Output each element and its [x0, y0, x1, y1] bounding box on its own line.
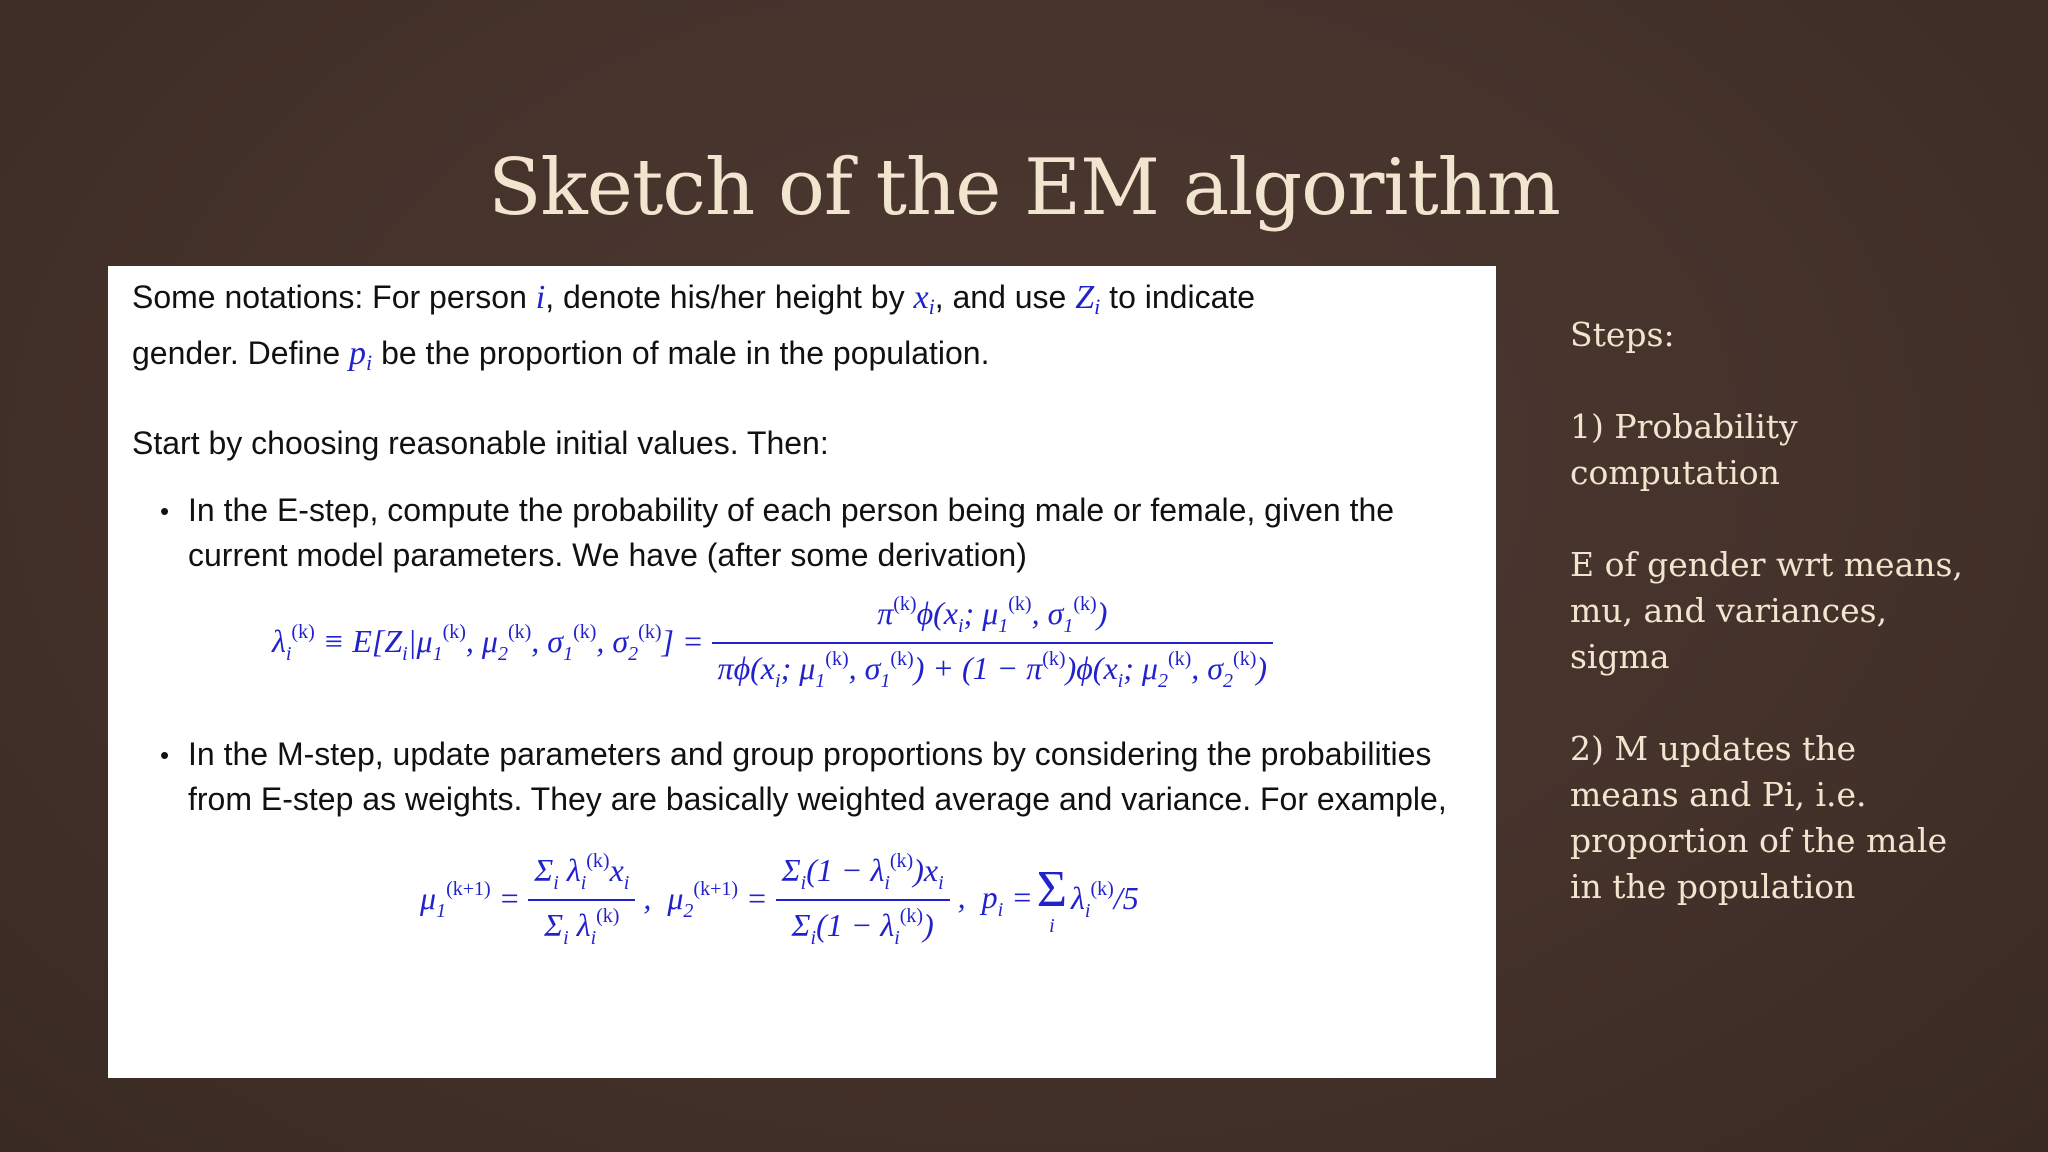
step-2-line: means and Pi, i.e. [1570, 775, 1867, 814]
notation-text: to indicate [1100, 279, 1256, 315]
var-z: $Z_i$ [1075, 279, 1101, 319]
estep-text: In the E-step, compute the probability of each person being male or female, given the current model parameters. We have (after some derivation) [188, 492, 1395, 573]
notation-text: , denote his/her height by [545, 279, 914, 315]
e-description-line: mu, and variances, [1570, 591, 1888, 630]
e-description-line: sigma [1570, 637, 1670, 676]
step-2-line: in the population [1570, 867, 1856, 906]
bullet-dot: • [160, 740, 170, 770]
step-1-line: 1) Probability [1570, 407, 1798, 446]
notation-text: be the proportion of male in the population. [372, 335, 990, 371]
slide-title: Sketch of the EM algorithm [488, 143, 1560, 233]
mstep-text: In the M-step, update parameters and group proportions by considering the probabilities from E-step as weights. They are basically weighted average and variance. For example, [188, 736, 1447, 817]
estep-bullet [160, 488, 1470, 578]
start-line: Start by choosing reasonable initial values. Then: [132, 425, 829, 461]
bullet-dot: • [160, 496, 170, 526]
var-i: i [535, 279, 546, 316]
notes-panel [108, 266, 1496, 1078]
estep-fraction: $\frac{\pi^{(k)}\phi(x_i; \mu_1^{(k)}, \sigma_1^{(k)})}{\pi\phi(x_i; \mu_1^{(k)}, \sigma_1^{(k)}) + (1 - \pi^{(k)})\phi(x_i; \mu_2^{(k)}, \sigma_2^{(k)})}$ [712, 593, 1273, 693]
step-1-line: computation [1570, 453, 1780, 492]
step-2-line: 2) M updates the [1570, 729, 1857, 768]
e-description-line: E of gender wrt means, [1570, 545, 1963, 584]
steps-heading: Steps: [1570, 315, 1675, 354]
notation-text: , and use [934, 279, 1076, 315]
notation-text: gender. Define [132, 335, 350, 371]
notation-text: Some notations: For person [132, 279, 536, 315]
mstep-equation: $\mu_1^{(k+1)}$ = $\frac{\Sigma_i \lambda_i^{(k)}x_i}{\Sigma_i \lambda_i^{(k)}}$ , $\mu_2^{(k+1)}$ = $\frac{\Sigma_i(1 - \lambda_i^{(k)})x_i}{\Sigma_i(1 - \lambda_i^{(k)})}$ , $p_i$ = Σ i $\lambda_i^{(k)}/5$ [420, 850, 1139, 949]
step-2-line: proportion of the male [1570, 821, 1948, 860]
mstep-bullet [160, 732, 1470, 822]
var-p: $p_i$ [349, 335, 373, 375]
notation-line-1 [132, 274, 1470, 330]
steps-sidebar [1570, 312, 2000, 910]
estep-equation: $\lambda_i^{(k)} \equiv E[Z_i|\mu_1^{(k)}$, $\mu_2^{(k)}$, $\sigma_1^{(k)}$, $\sigma_2^{(k)}$] = $\frac{\pi^{(k)}\phi(x_i; \mu_1^{(k)}, \sigma_1^{(k)})}{\pi\phi(x_i; \mu_1^{(k)}, \sigma_1^{(k)}) + (1 - \pi^{(k)})\phi(x_i; \mu_2^{(k)}, \sigma_2^{(k)})}$ [272, 588, 1470, 698]
var-x: $x_i$ [913, 279, 935, 319]
notation-line-2 [132, 330, 1470, 386]
